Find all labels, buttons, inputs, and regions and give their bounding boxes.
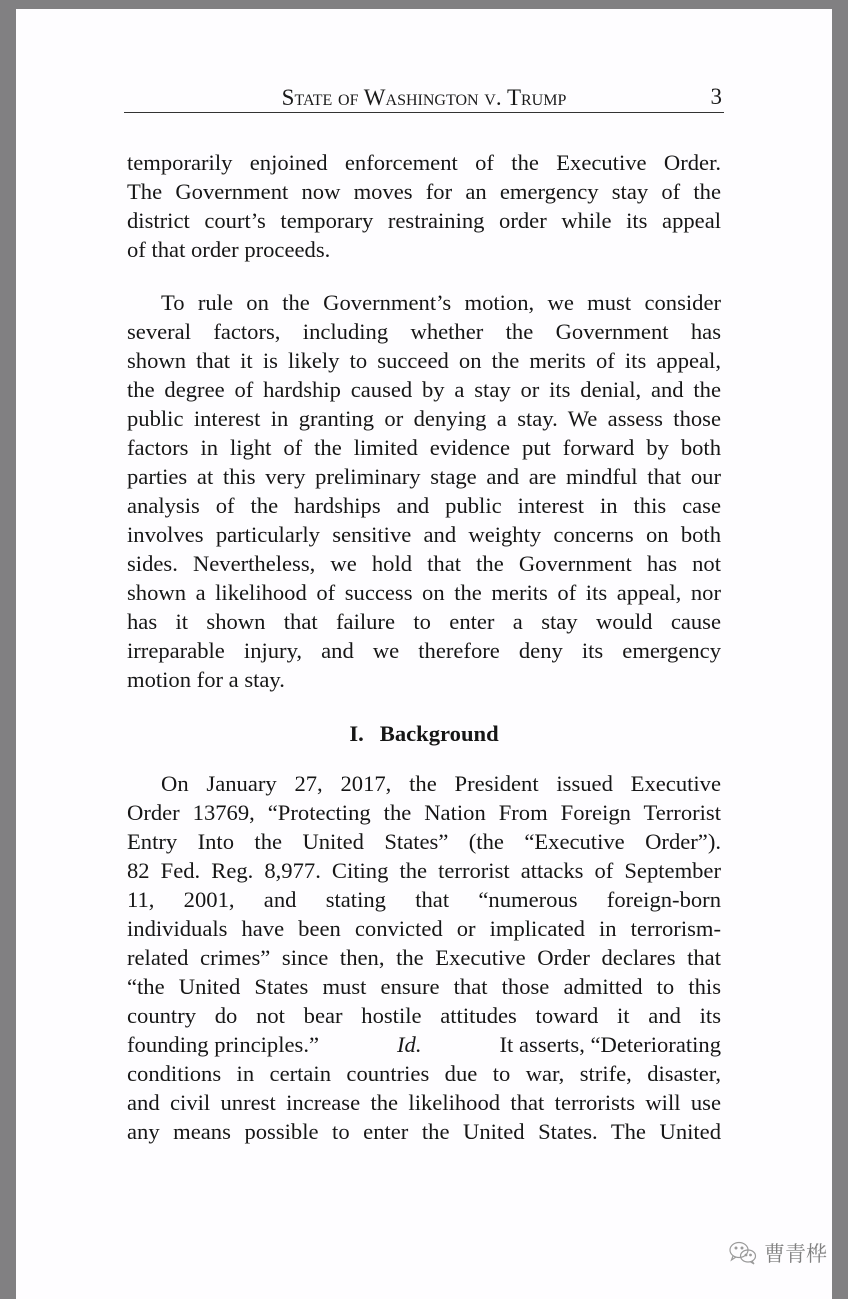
text-line: shown that it is likely to succeed on the merits of its appeal, <box>127 348 721 373</box>
text-line: country do not bear hostile attitudes toward it and its <box>127 1003 721 1028</box>
text-line: parties at this very preliminary stage and are mindful that our <box>127 464 721 489</box>
text-line: of that order proceeds. <box>127 237 331 262</box>
section-heading <box>127 719 721 748</box>
text-line: shown a likelihood of success on the merits of its appeal, nor <box>127 580 721 605</box>
text-line: sides. Nevertheless, we hold that the Government has not <box>127 551 721 576</box>
text-line: analysis of the hardships and public interest in this case <box>127 493 721 518</box>
citation-id: Id. <box>397 1032 422 1057</box>
text-line: district court’s temporary restraining order while its appeal <box>127 208 721 233</box>
text-line: several factors, including whether the Government has <box>127 319 721 344</box>
section-number: I. <box>349 721 364 746</box>
body-text <box>127 148 721 1146</box>
watermark <box>728 1235 827 1271</box>
text-line: The Government now moves for an emergency stay of the <box>127 179 721 204</box>
text-line: the degree of hardship caused by a stay or its denial, and the <box>127 377 721 402</box>
paragraph-background <box>127 769 721 1146</box>
text-line: 82 Fed. Reg. 8,977. Citing the terrorist attacks of September <box>127 858 721 883</box>
text-line: On January 27, 2017, the President issued Executive <box>161 771 721 796</box>
text-line: and civil unrest increase the likelihood that terrorists will use <box>127 1090 721 1115</box>
running-header-title: State of Washington v. Trump <box>281 85 567 110</box>
text-line: public interest in granting or denying a stay. We assess those <box>127 406 721 431</box>
text-fragment: founding principles.” <box>127 1032 331 1057</box>
text-line: 11, 2001, and stating that “numerous foreign-born <box>127 887 721 912</box>
text-line: irreparable injury, and we therefore deny its emergency <box>127 638 721 663</box>
wechat-icon <box>728 1240 758 1266</box>
text-line <box>127 1030 721 1059</box>
section-title: Background <box>379 721 499 746</box>
text-line: individuals have been convicted or implicated in terrorism- <box>127 916 721 941</box>
paragraph-2 <box>127 288 721 694</box>
text-line: conditions in certain countries due to war, strife, disaster, <box>127 1061 721 1086</box>
running-header <box>124 85 724 113</box>
text-line: any means possible to enter the United States. The United <box>127 1119 721 1144</box>
text-line: To rule on the Government’s motion, we must consider <box>161 290 721 315</box>
document-page <box>16 9 832 1299</box>
header-rule <box>124 112 724 113</box>
text-line: related crimes” since then, the Executive Order declares that <box>127 945 721 970</box>
text-line: motion for a stay. <box>127 667 285 692</box>
text-fragment: It asserts, “Deteriorating <box>488 1032 721 1057</box>
text-line: temporarily enjoined enforcement of the Executive Order. <box>127 150 721 175</box>
watermark-text: 曹青桦 <box>764 1242 827 1266</box>
text-line: has it shown that failure to enter a stay would cause <box>127 609 721 634</box>
text-line: Entry Into the United States” (the “Executive Order”). <box>127 829 721 854</box>
text-line: Order 13769, “Protecting the Nation From Foreign Terrorist <box>127 800 721 825</box>
text-line: “the United States must ensure that those admitted to this <box>127 974 721 999</box>
text-line: factors in light of the limited evidence put forward by both <box>127 435 721 460</box>
paragraph-1 <box>127 148 721 264</box>
text-line: involves particularly sensitive and weighty concerns on both <box>127 522 721 547</box>
page-number: 3 <box>710 84 722 109</box>
